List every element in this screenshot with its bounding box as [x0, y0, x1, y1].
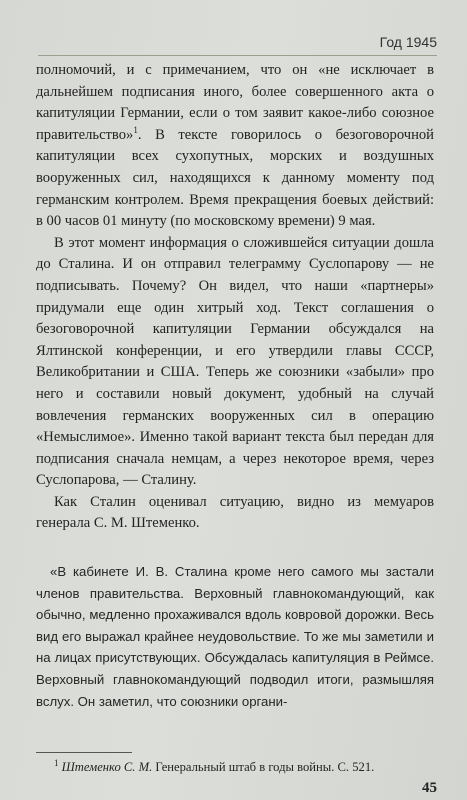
quote-text: «В кабинете И. В. Сталина кроме него самого мы застали членов правительства. Верховный главнокомандующий, как обычно, медленно прохаживался вдоль ковровой дорожки. Весь вид его выражал крайнее неудовольствие. То же мы заметили и на лицах присутствующих. Обсуждалась капитуляция в Реймсе. Верховный главнокомандующий подводил итоги, размышляя вслух. Он заметил, что союзники органи-: [36, 564, 434, 709]
header-rule: [38, 55, 437, 56]
paragraph-2: В этот момент информация о сложившейся ситуации дошла до Сталина. И он отправил телеграмму Суслопарову — не подписывать. Почему? Он видел, что наши «партнеры» придумали еще один хитрый ход. Текст соглашения о безоговорочной капитуляции Германии обсуждался на Ялтинской конференции, и его утвердили главы СССР, Великобритании и США. Теперь же союзники «забыли» про него и составили новый документ, удобный на случай вовлечения германских вооруженных сил в операцию «Немыслимое». Именно такой вариант текста был передан для подписания сначала немцам, а через некоторое время, через Суслопарова, — Сталину.: [36, 234, 434, 489]
paragraph-1-text: полномочий, и с примечанием, что он «не исключает в дальнейшем подписания иного, более совершенного акта о капитуляции Германии, если о том заявит какое-либо союзное правительство»: [36, 62, 434, 143]
main-text: [36, 60, 434, 535]
memoir-quote: [36, 561, 434, 712]
footnote-author: Штеменко С. М.: [61, 760, 153, 774]
paragraph-3: Как Сталин оценивал ситуацию, видно из мемуаров генерала С. М. Штеменко.: [36, 493, 434, 532]
footnote-source: Генеральный штаб в годы войны. С. 521.: [152, 760, 375, 774]
paragraph-1: [36, 60, 434, 233]
paragraph-1-continuation: . В тексте говорилось о безоговорочной капитуляции всех сухопутных, морских и воздушных вооруженных сил, находящихся к данному моменту под германским контролем. Время прекращения боевых действий: в 00 часов 01 минуту (по московскому времени) 9 мая.: [36, 126, 434, 230]
footnote-number: 1: [54, 757, 59, 768]
running-head: Год 1945: [379, 34, 437, 50]
footnote-marker: 1: [133, 124, 138, 135]
page-number: 45: [422, 780, 437, 796]
footnote-rule: [36, 752, 132, 753]
footnote: [36, 759, 434, 775]
